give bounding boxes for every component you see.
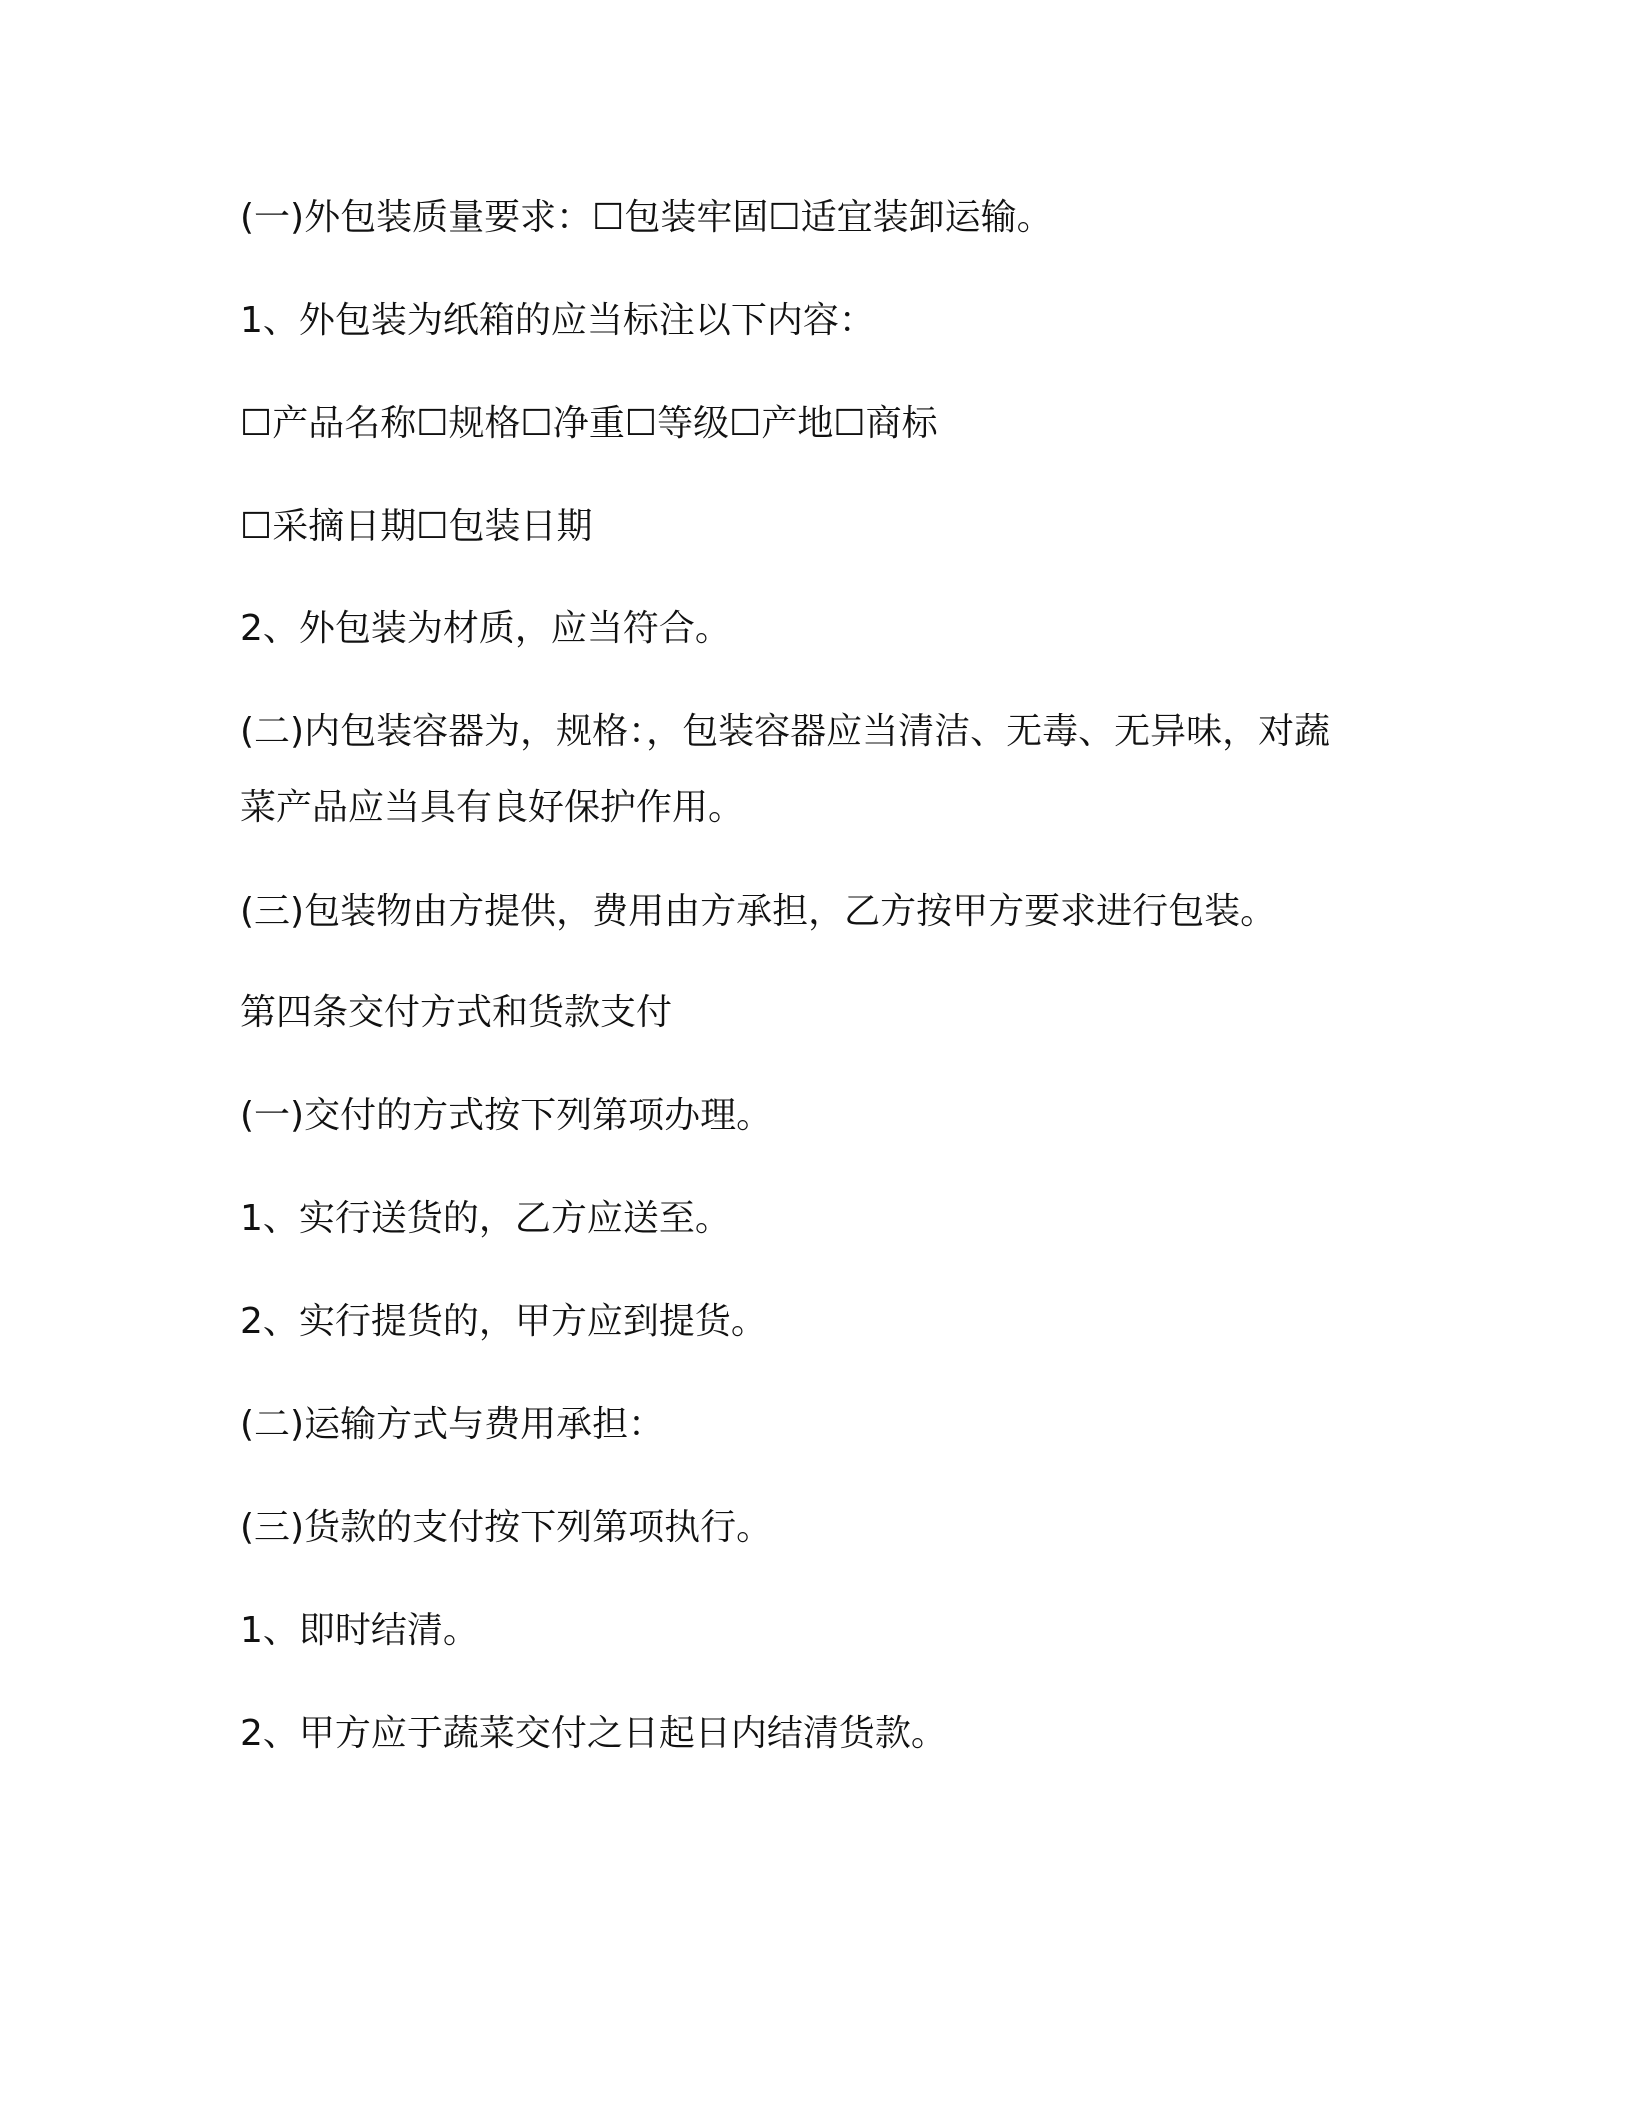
carton-label-options-line-1: ☐产品名称☐规格☐净重☐等级☐产地☐商标: [240, 403, 938, 444]
article-four-heading: 第四条交付方式和货款支付: [240, 992, 673, 1033]
transport-cost-line: (二)运输方式与费用承担：: [240, 1404, 665, 1445]
inner-packaging-line-2: 菜产品应当具有良好保护作用。: [240, 787, 745, 828]
inner-packaging-line-1: (二)内包装容器为，规格：，包装容器应当清洁、无毒、无异味，对蔬: [240, 711, 1331, 752]
payment-method-line: (三)货款的支付按下列第项执行。: [240, 1507, 773, 1548]
delivery-option-2-line: 2、实行提货的，甲方应到提货。: [240, 1301, 767, 1342]
payment-option-2-line: 2、甲方应于蔬菜交付之日起日内结清货款。: [240, 1713, 947, 1754]
packaging-provider-line: (三)包装物由方提供，费用由方承担，乙方按甲方要求进行包装。: [240, 891, 1277, 932]
delivery-method-line: (一)交付的方式按下列第项办理。: [240, 1095, 773, 1136]
outer-packaging-material-line: 2、外包装为材质，应当符合。: [240, 608, 731, 649]
delivery-option-1-line: 1、实行送货的，乙方应送至。: [240, 1198, 731, 1239]
outer-packaging-quality-line: (一)外包装质量要求：☐包装牢固☐适宜装卸运输。: [240, 197, 1053, 238]
payment-option-1-line: 1、即时结清。: [240, 1610, 479, 1651]
carton-label-intro-line: 1、外包装为纸箱的应当标注以下内容：: [240, 300, 875, 341]
carton-label-options-line-2: ☐采摘日期☐包装日期: [240, 506, 593, 547]
